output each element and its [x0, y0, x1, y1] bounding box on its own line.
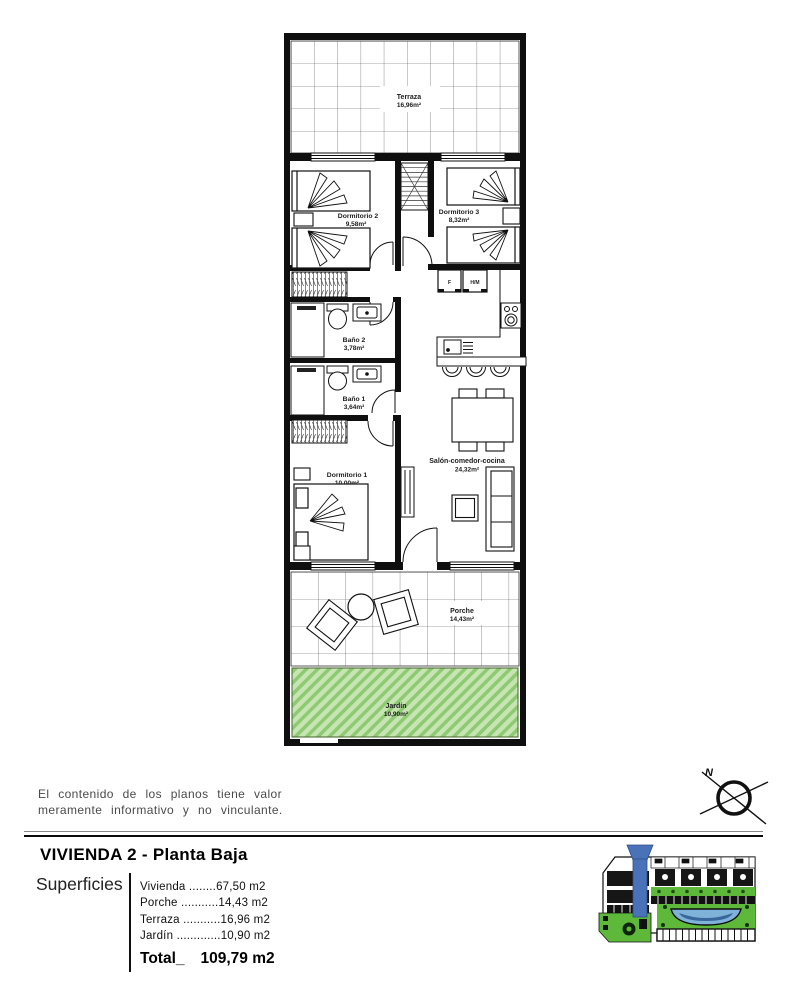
wardrobe-icon — [292, 272, 347, 297]
towel-bar-icon — [297, 368, 316, 372]
sink-icon — [353, 304, 381, 321]
fridge-icon — [438, 270, 461, 292]
wardrobe-icon — [292, 420, 347, 443]
garden-gate-notch — [300, 739, 338, 743]
bano1-label: Baño 1 — [342, 396, 366, 403]
nightstand-icon — [294, 213, 313, 226]
divider-line — [24, 831, 763, 837]
room-porche — [291, 572, 519, 666]
floorplan-drawing — [280, 30, 530, 750]
list-item: Terraza ...........16,96 m2 — [140, 913, 271, 926]
disclaimer-line2: meramente informativo y no vinculante. — [38, 803, 283, 817]
room-bano1 — [291, 366, 381, 415]
list-item: Vivienda ........67,50 m2 — [140, 881, 266, 893]
siteplan-green-strip — [651, 887, 755, 896]
sofa-icon — [486, 467, 514, 551]
room-bano2 — [291, 303, 381, 357]
page-title: VIVIENDA 2 - Planta Baja — [40, 845, 248, 864]
room-salon — [401, 389, 514, 551]
terraza-label: Terraza — [396, 94, 422, 101]
dormitorio1-label: Dormitorio 1 — [326, 472, 368, 479]
list-item: Porche ...........14,43 m2 — [140, 897, 268, 910]
stove-icon — [501, 303, 521, 328]
room-dormitorio3 — [439, 168, 520, 263]
bano2-area: 3,78m² — [343, 345, 365, 352]
bar-stool-icon — [443, 367, 510, 377]
bano2-label: Baño 2 — [342, 337, 366, 344]
nightstand-icon — [294, 546, 310, 560]
disclaimer — [38, 786, 283, 818]
jardin-label: Jardín — [385, 703, 407, 710]
kitchen — [437, 270, 526, 377]
bed-icon — [447, 168, 520, 205]
superficies-divider — [129, 873, 131, 972]
dining-table-icon — [452, 389, 513, 451]
door-icon — [370, 242, 393, 265]
total-label: Total_ — [140, 950, 185, 967]
toilet-icon — [327, 366, 348, 390]
window-icon — [441, 153, 505, 161]
bano1-area: 3,64m² — [343, 404, 365, 411]
bed-icon — [292, 228, 370, 268]
room-dormitorio2 — [292, 171, 378, 268]
superficies-list — [140, 879, 270, 945]
bed-icon — [292, 171, 370, 211]
room-terraza — [291, 41, 519, 153]
superficies-total — [140, 950, 275, 968]
porche-area: 14,43m² — [449, 616, 475, 623]
room-dormitorio1 — [294, 468, 368, 560]
window-icon — [311, 562, 375, 570]
nightstand-icon — [503, 208, 520, 224]
shower-icon — [291, 303, 324, 357]
dormitorio2-label: Dormitorio 2 — [337, 213, 379, 220]
total-value: 109,79 m2 — [200, 950, 275, 967]
siteplan-parking — [657, 929, 755, 941]
siteplan-terraces — [651, 857, 755, 868]
svg-text:F: F — [447, 280, 452, 286]
door-icon — [403, 237, 432, 266]
towel-bar-icon — [297, 306, 316, 310]
dormitorio2-area: 9,58m² — [345, 221, 367, 228]
entrance-opening — [403, 562, 437, 570]
door-icon — [403, 528, 437, 562]
nightstand-icon — [294, 468, 310, 480]
salon-label: Salón-comedor-cocina — [429, 458, 505, 465]
sink-icon — [353, 366, 381, 382]
door-icon — [368, 421, 393, 446]
window-icon — [311, 153, 375, 161]
shower-icon — [291, 366, 324, 415]
svg-text:H/M: H/M — [470, 280, 480, 286]
dormitorio3-label: Dormitorio 3 — [438, 209, 480, 216]
salon-area: 24,32m² — [454, 466, 480, 474]
terraza-area: 16,96m² — [396, 102, 422, 109]
porche-table-icon — [348, 594, 374, 620]
oven-microwave-icon — [463, 270, 487, 292]
dormitorio3-area: 8,32m² — [448, 217, 470, 224]
jardin-area: 10,90m² — [383, 711, 409, 718]
compass-rose-icon — [693, 755, 777, 827]
bed-icon — [447, 227, 520, 263]
list-item: Jardín .............10,90 m2 — [140, 930, 271, 943]
closet-icon — [401, 163, 428, 210]
porche-label: Porche — [450, 608, 474, 615]
kitchen-sink-icon — [444, 340, 473, 354]
room-jardin — [292, 668, 518, 737]
superficies-heading: Superficies — [36, 874, 123, 894]
north-label: N — [705, 767, 713, 779]
window-icon — [450, 562, 514, 570]
siteplan-thumbnail — [595, 843, 765, 968]
disclaimer-line1: El contenido de los planos tiene valor — [38, 787, 282, 801]
toilet-icon — [327, 304, 348, 329]
bar-counter — [437, 357, 526, 366]
tv-unit-icon — [401, 467, 414, 517]
door-icon — [372, 390, 395, 413]
coffee-table-icon — [452, 495, 478, 521]
